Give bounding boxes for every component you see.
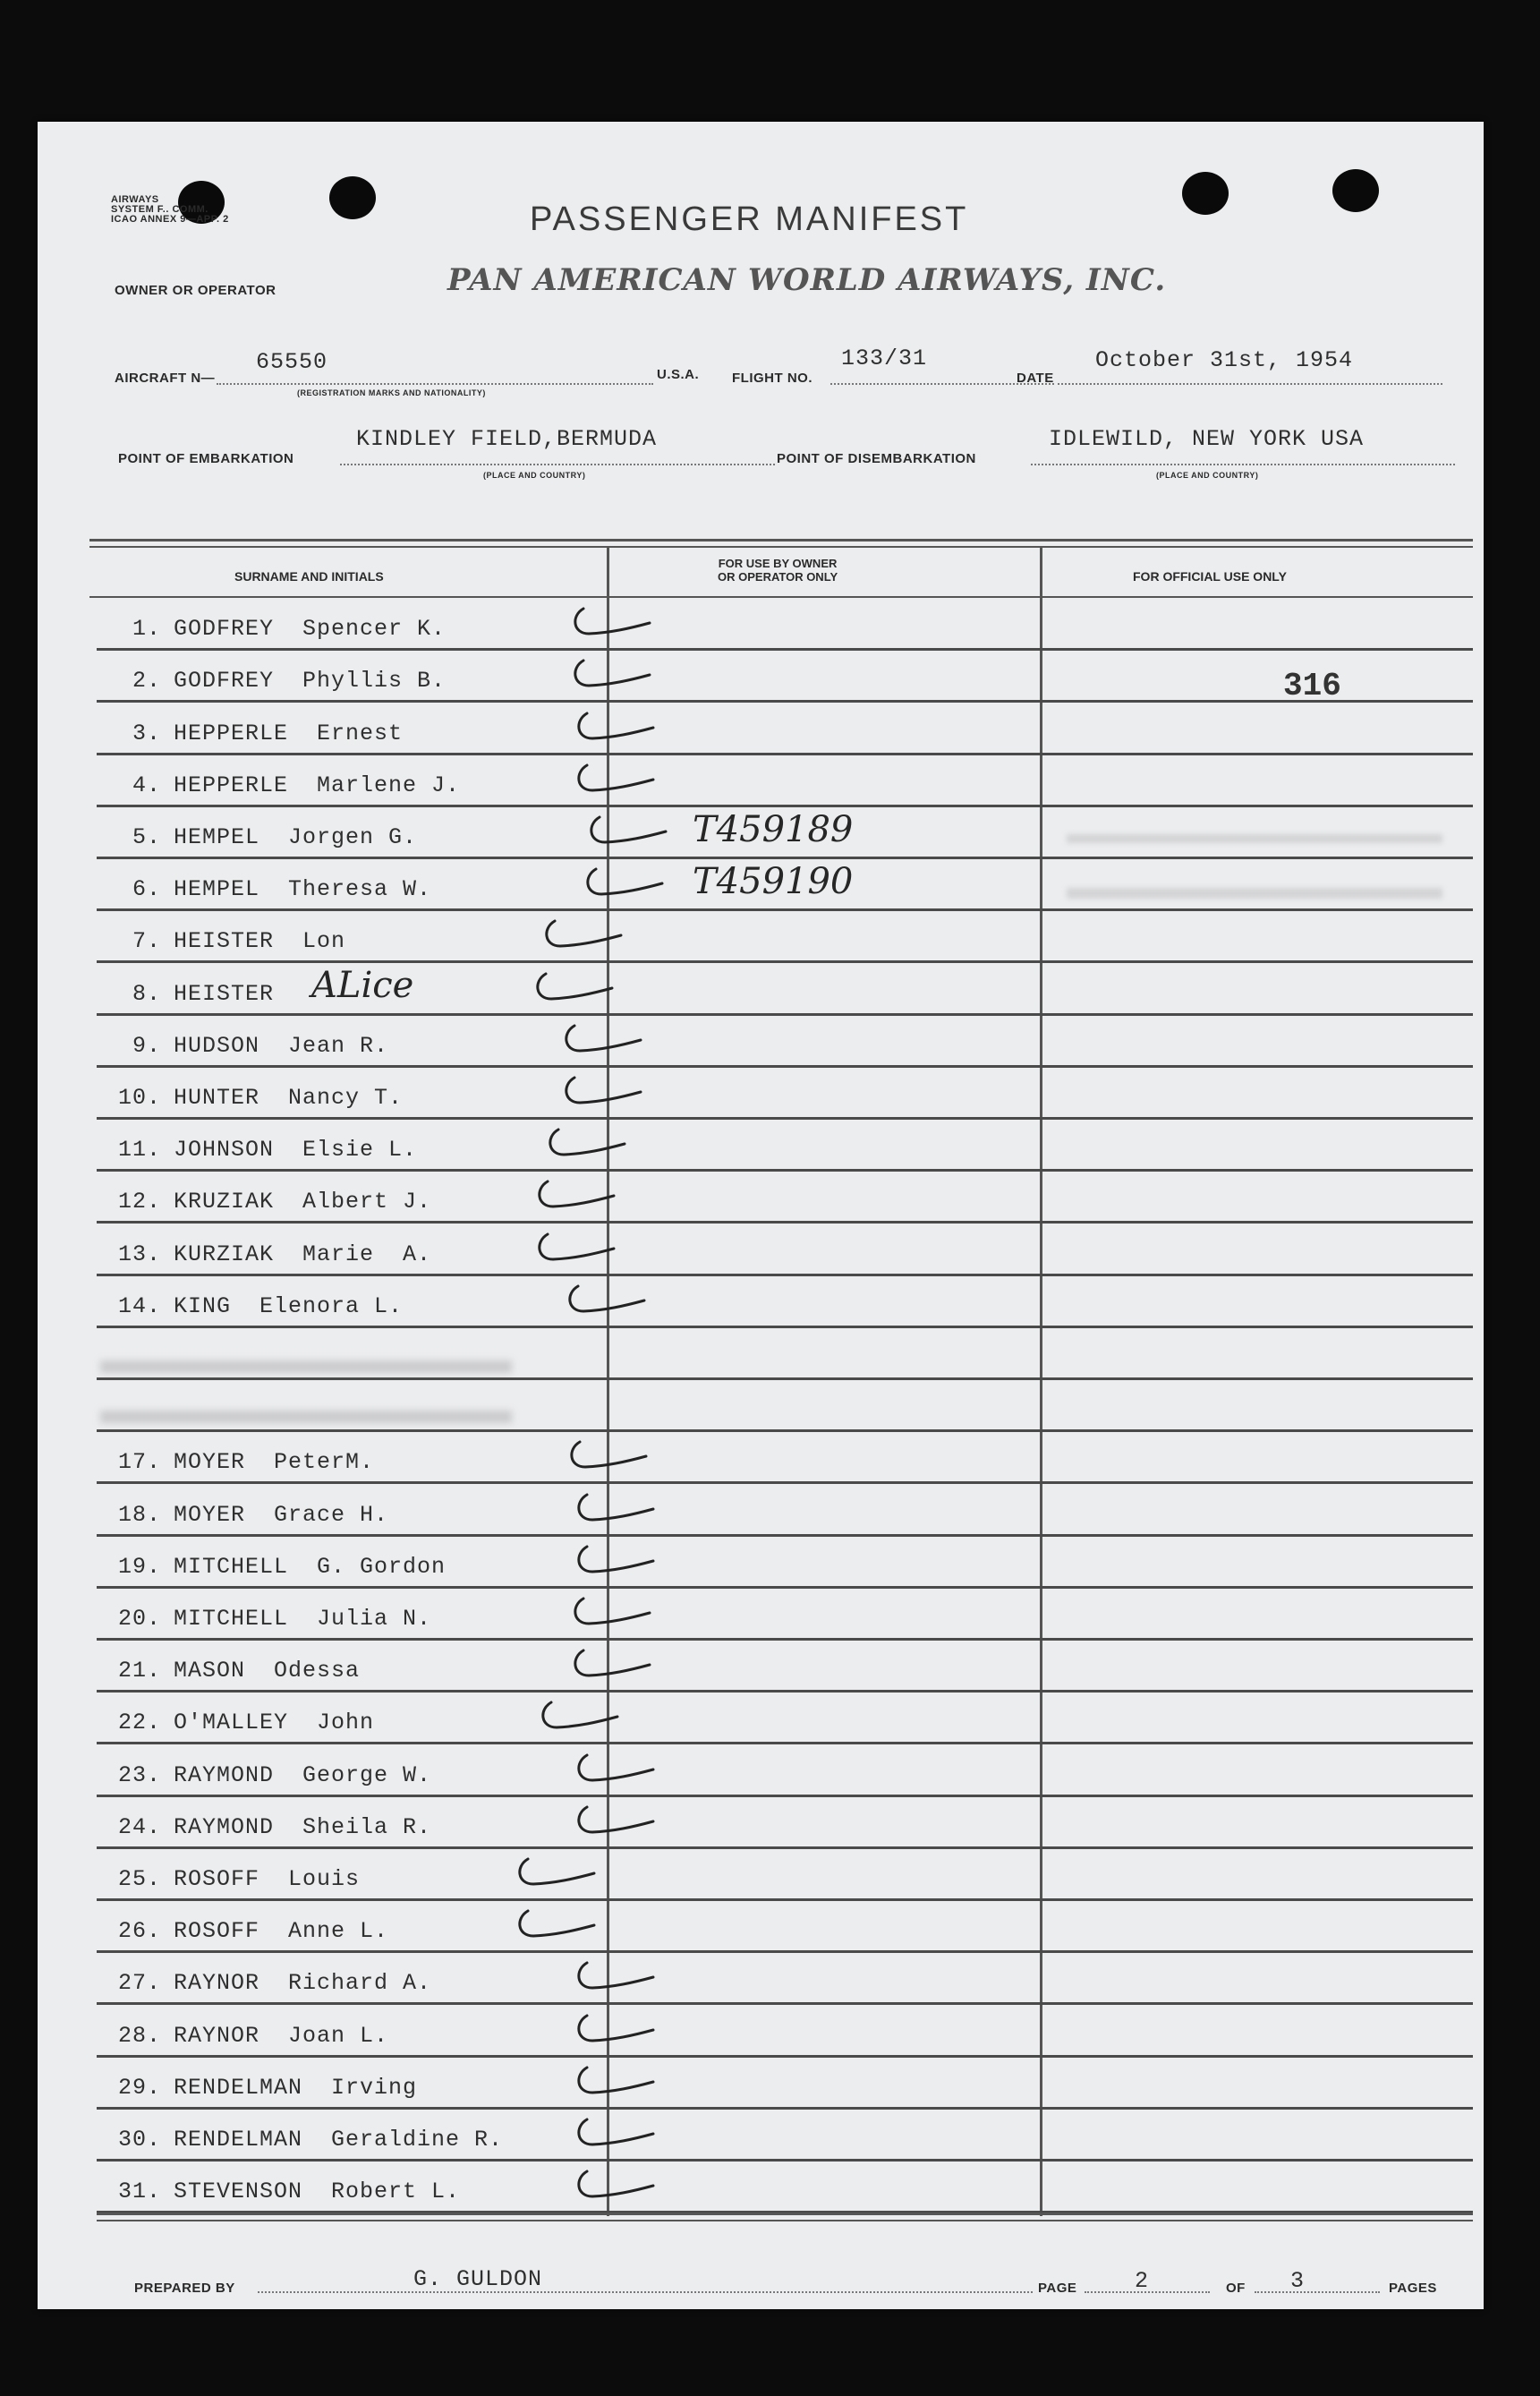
check-mark: [567, 655, 675, 700]
passenger-number: 31.: [117, 2179, 161, 2205]
passenger-number: 4.: [132, 772, 161, 798]
erased-mark: [100, 1411, 512, 1423]
disembarkation-value: IDLEWILD, NEW YORK USA: [1049, 426, 1365, 452]
of-label: OF: [1226, 2281, 1246, 2296]
passenger-name: KURZIAK Marie A.: [174, 1241, 432, 1267]
check-mark: [571, 1957, 678, 2002]
row-divider: [97, 1274, 1473, 1276]
form-code-line: SYSTEM F.. COMM.: [111, 204, 208, 215]
nationality: U.S.A.: [657, 367, 700, 382]
passenger-row: [107, 1814, 431, 1840]
column-header-operator: [718, 557, 838, 584]
flight-number: 133/31: [841, 345, 928, 371]
row-divider: [97, 960, 1473, 963]
passenger-row: [107, 1970, 431, 1996]
passenger-row: [107, 2075, 417, 2101]
passenger-number: 17.: [117, 1449, 161, 1476]
passenger-name: HEPPERLE Ernest: [174, 720, 404, 746]
passenger-number: 9.: [132, 1032, 161, 1059]
passenger-row: [107, 1085, 403, 1111]
passenger-row: [107, 668, 446, 694]
row-divider: [97, 753, 1473, 755]
check-mark: [583, 812, 691, 857]
passenger-row: [107, 1606, 431, 1632]
passenger-name: GODFREY Spencer K.: [174, 616, 447, 643]
passenger-row: [107, 1762, 431, 1788]
erased-mark: [1067, 888, 1442, 899]
row-divider: [97, 1065, 1473, 1068]
passenger-name: HEPPERLE Marlene J.: [174, 772, 461, 798]
passenger-name: MOYER PeterM.: [174, 1449, 375, 1476]
punch-hole: [329, 176, 376, 219]
check-mark: [564, 1437, 671, 1481]
check-mark: [571, 1750, 678, 1795]
disembarkation-label: POINT OF DISEMBARKATION: [777, 451, 976, 466]
owner-label: OWNER OR OPERATOR: [115, 283, 277, 298]
form-code: [111, 195, 229, 225]
passenger-number: 5.: [132, 824, 161, 850]
check-mark: [558, 1072, 666, 1117]
passenger-name: HEISTER Lon: [174, 928, 346, 955]
row-divider: [97, 805, 1473, 807]
check-mark: [512, 1854, 619, 1898]
check-mark: [567, 603, 675, 648]
row-divider: [97, 1481, 1473, 1484]
date-value: October 31st, 1954: [1095, 347, 1354, 373]
passenger-row: [107, 1449, 374, 1475]
passenger-number: 22.: [117, 1710, 161, 1736]
passenger-number: 26.: [117, 1918, 161, 1945]
passenger-row: [107, 824, 417, 850]
passenger-row: [107, 2179, 460, 2204]
passenger-row: [107, 1241, 431, 1267]
row-divider: [97, 1742, 1473, 1744]
row-divider: [97, 1013, 1473, 1016]
passenger-name: KING Elenora L.: [174, 1292, 404, 1319]
erased-mark: [1067, 834, 1442, 843]
row-divider: [97, 1117, 1473, 1120]
passenger-number: 7.: [132, 928, 161, 955]
handwritten-ticket-5: T459189: [693, 809, 854, 850]
punch-hole: [1182, 172, 1229, 215]
total-pages: 3: [1290, 2268, 1306, 2294]
passenger-row: [107, 1293, 403, 1319]
check-mark: [567, 1593, 675, 1638]
check-mark: [571, 2062, 678, 2107]
passenger-number: 2.: [132, 668, 161, 695]
row-divider: [97, 1638, 1473, 1641]
passenger-row: [107, 1502, 388, 1528]
row-divider: [97, 1377, 1473, 1380]
check-mark: [571, 2114, 678, 2159]
column-header-surname: SURNAME AND INITIALS: [234, 569, 384, 584]
form-code-line: AIRWAYS: [111, 194, 159, 205]
passenger-name: RAYMOND Sheila R.: [174, 1813, 432, 1840]
aircraft-number: 65550: [256, 349, 328, 375]
check-mark: [539, 916, 646, 960]
check-mark: [571, 1802, 678, 1846]
passenger-name: GODFREY Phyllis B.: [174, 668, 447, 695]
page-label: PAGE: [1038, 2281, 1077, 2296]
passenger-number: 8.: [132, 980, 161, 1007]
passenger-number: 10.: [117, 1085, 161, 1111]
prepared-by-label: PREPARED BY: [134, 2281, 235, 2296]
passenger-number: 1.: [132, 616, 161, 643]
row-divider: [97, 1586, 1473, 1589]
passenger-name: RENDELMAN Geraldine R.: [174, 2127, 504, 2153]
check-mark: [571, 1541, 678, 1586]
passenger-row: [107, 1866, 360, 1892]
page-number: 2: [1135, 2268, 1150, 2294]
passenger-row: [107, 721, 403, 746]
flight-label: FLIGHT NO.: [732, 371, 813, 386]
date-label: DATE: [1017, 371, 1054, 386]
registration-caption: (REGISTRATION MARKS AND NATIONALITY): [297, 388, 486, 397]
handwritten-ticket-6: T459190: [693, 861, 854, 902]
row-divider: [97, 1221, 1473, 1224]
check-mark: [571, 2166, 678, 2211]
prepared-by-value: G. GULDON: [413, 2266, 543, 2292]
row-divider: [97, 1846, 1473, 1849]
erased-mark: [100, 1360, 512, 1373]
check-mark: [532, 1229, 639, 1274]
passenger-number: 21.: [117, 1658, 161, 1684]
passenger-row: [107, 1033, 388, 1059]
row-divider: [97, 1795, 1473, 1797]
embarkation-label: POINT OF EMBARKATION: [118, 451, 294, 466]
passenger-name: HUNTER Nancy T.: [174, 1085, 404, 1111]
row-divider: [97, 648, 1473, 651]
passenger-number: 3.: [132, 720, 161, 746]
passenger-row: [107, 616, 446, 642]
passenger-number: 6.: [132, 876, 161, 903]
passenger-name: JOHNSON Elsie L.: [174, 1137, 418, 1164]
passenger-row: [107, 772, 460, 798]
place-caption: (PLACE AND COUNTRY): [483, 471, 586, 480]
passenger-row: [107, 2023, 388, 2049]
check-mark: [571, 708, 678, 753]
passenger-number: 19.: [117, 1553, 161, 1580]
punch-hole: [1332, 169, 1379, 212]
passenger-row: [107, 928, 345, 954]
row-divider: [97, 2002, 1473, 2005]
column-header-operator-line: OR OPERATOR ONLY: [718, 570, 838, 584]
check-mark: [580, 864, 687, 908]
row-divider: [97, 2055, 1473, 2058]
embarkation-value: KINDLEY FIELD,BERMUDA: [356, 426, 658, 452]
passenger-name: ROSOFF Louis: [174, 1866, 361, 1892]
passenger-number: 28.: [117, 2022, 161, 2049]
passenger-number: 25.: [117, 1866, 161, 1892]
check-mark: [535, 1697, 642, 1742]
passenger-name: MITCHELL Julia N.: [174, 1606, 432, 1632]
passenger-name: HUDSON Jean R.: [174, 1032, 389, 1059]
row-divider: [97, 1429, 1473, 1432]
passenger-number: 23.: [117, 1761, 161, 1788]
passenger-name: O'MALLEY John: [174, 1710, 375, 1736]
form-code-line: ICAO ANNEX 9—APP. 2: [111, 214, 229, 225]
passenger-row: [107, 1189, 431, 1215]
passenger-row: [107, 981, 274, 1007]
passenger-number: 12.: [117, 1189, 161, 1215]
check-mark: [562, 1281, 669, 1326]
passenger-number: 18.: [117, 1501, 161, 1528]
official-stamp-number: 316: [1283, 668, 1341, 704]
page-title: PASSENGER MANIFEST: [530, 200, 969, 238]
passenger-name: KRUZIAK Albert J.: [174, 1189, 432, 1215]
passenger-number: 20.: [117, 1606, 161, 1632]
passenger-name: HEMPEL Jorgen G.: [174, 824, 418, 850]
place-caption: (PLACE AND COUNTRY): [1156, 471, 1259, 480]
passenger-row: [107, 1658, 360, 1684]
check-mark: [571, 1489, 678, 1534]
passenger-number: 24.: [117, 1813, 161, 1840]
passenger-name: HEISTER: [174, 980, 275, 1007]
passenger-name: RENDELMAN Irving: [174, 2074, 418, 2101]
passenger-number: 27.: [117, 1970, 161, 1997]
passenger-name: HEMPEL Theresa W.: [174, 876, 432, 903]
passenger-number: 30.: [117, 2127, 161, 2153]
passenger-row: [107, 2127, 503, 2153]
check-mark: [558, 1020, 666, 1065]
handwritten-name-8: ALice: [311, 965, 414, 1006]
row-divider: [97, 908, 1473, 911]
passenger-row: [107, 1137, 417, 1163]
aircraft-label: AIRCRAFT N—: [115, 371, 216, 386]
passenger-name: MITCHELL G. Gordon: [174, 1553, 447, 1580]
passenger-name: RAYNOR Richard A.: [174, 1970, 432, 1997]
column-header-official: FOR OFFICIAL USE ONLY: [1133, 569, 1287, 584]
check-mark: [530, 968, 637, 1013]
passenger-number: 14.: [117, 1292, 161, 1319]
passenger-number: 13.: [117, 1241, 161, 1267]
row-divider: [97, 2107, 1473, 2110]
pages-label: PAGES: [1389, 2281, 1437, 2296]
passenger-number: 11.: [117, 1137, 161, 1164]
passenger-name: RAYMOND George W.: [174, 1761, 432, 1788]
manifest-sheet: [38, 122, 1484, 2309]
passenger-name: MOYER Grace H.: [174, 1501, 389, 1528]
check-mark: [512, 1906, 619, 1950]
passenger-name: ROSOFF Anne L.: [174, 1918, 389, 1945]
row-divider: [97, 2159, 1473, 2162]
check-mark: [532, 1176, 639, 1221]
column-header-operator-line: FOR USE BY OWNER: [718, 557, 838, 570]
passenger-name: STEVENSON Robert L.: [174, 2179, 461, 2205]
row-divider: [97, 1169, 1473, 1172]
passenger-number: 29.: [117, 2074, 161, 2101]
check-mark: [567, 1645, 675, 1690]
passenger-name: MASON Odessa: [174, 1658, 361, 1684]
row-divider: [97, 1690, 1473, 1693]
passenger-row: [107, 1918, 388, 1944]
row-divider: [97, 1534, 1473, 1537]
check-mark: [571, 2010, 678, 2055]
passenger-name: RAYNOR Joan L.: [174, 2022, 389, 2049]
row-divider: [97, 1950, 1473, 1953]
row-divider: [97, 700, 1473, 703]
passenger-row: [107, 1554, 446, 1580]
check-mark: [542, 1124, 650, 1169]
check-mark: [571, 760, 678, 805]
row-divider: [97, 1898, 1473, 1901]
passenger-row: [107, 876, 431, 902]
operator-name: PAN AMERICAN WORLD AIRWAYS, INC.: [447, 262, 1167, 298]
passenger-row: [107, 1710, 374, 1735]
row-divider: [97, 857, 1473, 859]
row-divider: [97, 1326, 1473, 1328]
